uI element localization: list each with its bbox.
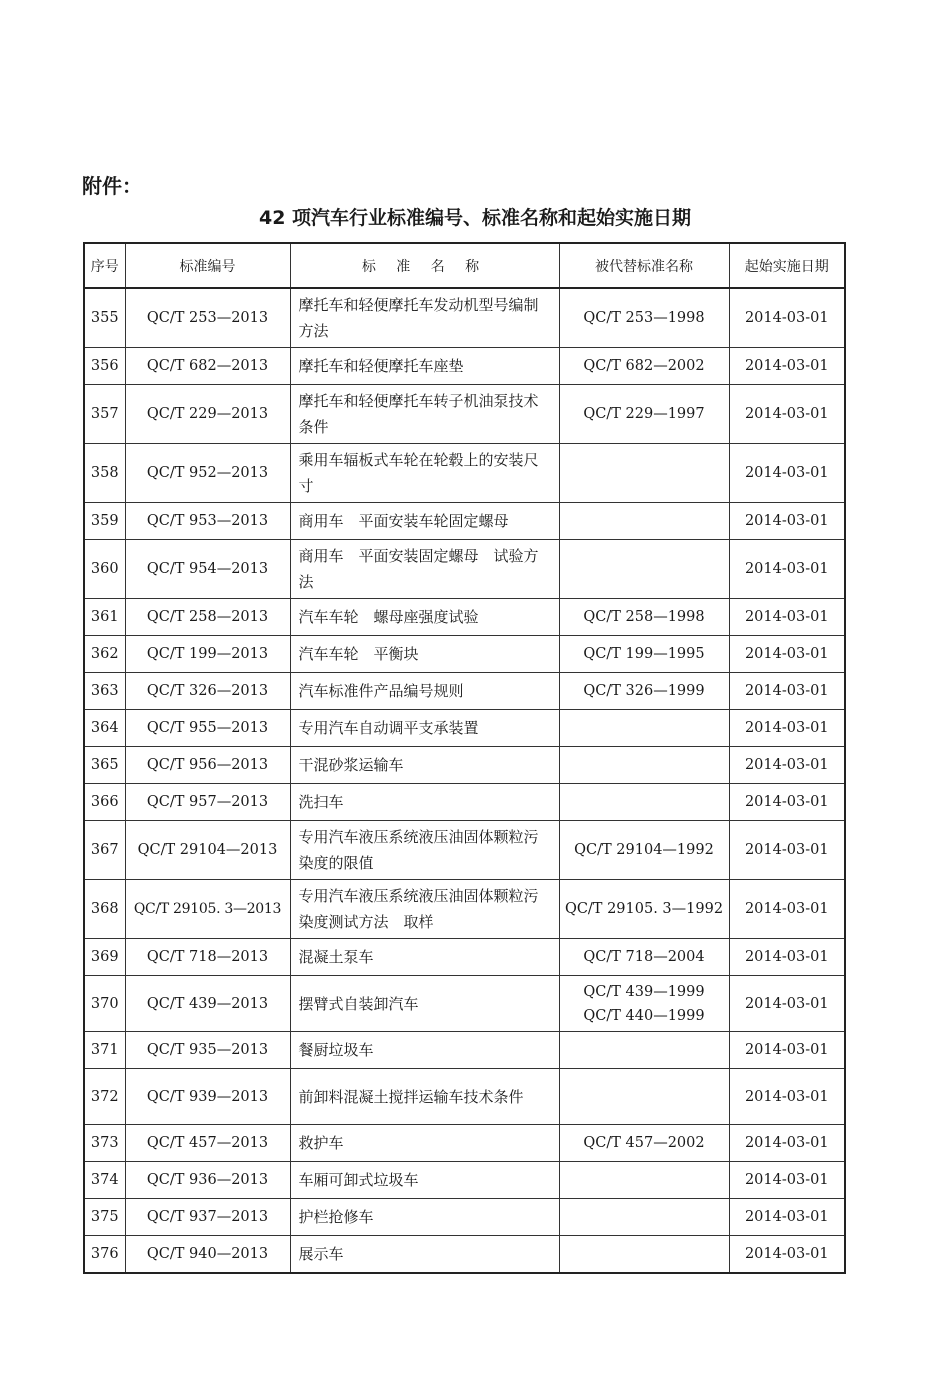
cell-code: QC/T 682—2013: [125, 348, 290, 385]
cell-replaced: [559, 1236, 729, 1273]
cell-code: QC/T 956—2013: [125, 747, 290, 784]
table-row: [84, 599, 845, 636]
cell-date: 2014-03-01: [729, 939, 845, 976]
table-row: [84, 288, 845, 348]
table-row: [84, 385, 845, 444]
cell-replaced: [559, 1125, 729, 1162]
cell-seq: 364: [84, 710, 125, 747]
cell-name: 汽车车轮 螺母座强度试验: [290, 599, 559, 636]
table-row: [84, 939, 845, 976]
replaced-standard: QC/T 439—1999: [583, 983, 705, 1000]
cell-code: QC/T 952—2013: [125, 444, 290, 503]
cell-replaced: [559, 1032, 729, 1069]
table-row: [84, 1199, 845, 1236]
cell-name: 干混砂浆运输车: [290, 747, 559, 784]
cell-seq: 376: [84, 1236, 125, 1273]
cell-date: 2014-03-01: [729, 880, 845, 939]
cell-replaced: [559, 444, 729, 503]
cell-date: 2014-03-01: [729, 288, 845, 348]
cell-replaced: [559, 636, 729, 673]
header-name: 标 准 名 称: [290, 243, 559, 288]
cell-seq: 357: [84, 385, 125, 444]
replaced-standard: QC/T 326—1999: [583, 683, 705, 699]
cell-date: 2014-03-01: [729, 348, 845, 385]
cell-code: QC/T 939—2013: [125, 1069, 290, 1125]
cell-code: QC/T 29105. 3—2013: [125, 880, 290, 939]
cell-date: 2014-03-01: [729, 673, 845, 710]
cell-seq: 372: [84, 1069, 125, 1125]
replaced-standard: QC/T 229—1997: [583, 406, 705, 422]
cell-code: QC/T 718—2013: [125, 939, 290, 976]
cell-code: QC/T 439—2013: [125, 976, 290, 1032]
header-replaced: 被代替标准名称: [559, 243, 729, 288]
cell-seq: 369: [84, 939, 125, 976]
replaced-standard: QC/T 199—1995: [583, 646, 705, 662]
cell-code: QC/T 954—2013: [125, 540, 290, 599]
replaced-standard: QC/T 29104—1992: [574, 842, 714, 858]
cell-replaced: [559, 385, 729, 444]
cell-date: 2014-03-01: [729, 710, 845, 747]
cell-seq: 365: [84, 747, 125, 784]
cell-code: QC/T 937—2013: [125, 1199, 290, 1236]
cell-date: 2014-03-01: [729, 540, 845, 599]
cell-seq: 375: [84, 1199, 125, 1236]
replaced-standard: QC/T 440—1999: [583, 1007, 705, 1024]
replaced-standard: QC/T 718—2004: [583, 949, 705, 965]
cell-replaced: [559, 1199, 729, 1236]
cell-name: 商用车 平面安装固定螺母 试验方法: [290, 540, 559, 599]
table-row: [84, 976, 845, 1032]
cell-code: QC/T 199—2013: [125, 636, 290, 673]
replaced-standard: QC/T 253—1998: [583, 310, 705, 326]
cell-seq: 356: [84, 348, 125, 385]
cell-code: QC/T 953—2013: [125, 503, 290, 540]
table-row: [84, 636, 845, 673]
cell-replaced: [559, 1069, 729, 1125]
cell-name: 洗扫车: [290, 784, 559, 821]
cell-replaced: [559, 821, 729, 880]
cell-name: 汽车车轮 平衡块: [290, 636, 559, 673]
cell-seq: 371: [84, 1032, 125, 1069]
cell-name: 汽车标准件产品编号规则: [290, 673, 559, 710]
cell-date: 2014-03-01: [729, 747, 845, 784]
cell-code: QC/T 957—2013: [125, 784, 290, 821]
replaced-standard: QC/T 457—2002: [583, 1135, 705, 1151]
cell-replaced: [559, 599, 729, 636]
cell-replaced: [559, 710, 729, 747]
cell-code: QC/T 258—2013: [125, 599, 290, 636]
cell-name: 专用汽车液压系统液压油固体颗粒污染度的限值: [290, 821, 559, 880]
cell-replaced: [559, 673, 729, 710]
table-row: [84, 503, 845, 540]
cell-seq: 363: [84, 673, 125, 710]
header-code: 标准编号: [125, 243, 290, 288]
cell-name: 乘用车辐板式车轮在轮毂上的安装尺寸: [290, 444, 559, 503]
cell-date: 2014-03-01: [729, 1162, 845, 1199]
table-row: [84, 821, 845, 880]
attachment-label: 附件：: [82, 174, 142, 198]
table-row: [84, 444, 845, 503]
cell-date: 2014-03-01: [729, 1125, 845, 1162]
cell-seq: 359: [84, 503, 125, 540]
table-row: [84, 1069, 845, 1125]
cell-name: 摆臂式自装卸汽车: [290, 976, 559, 1032]
cell-date: 2014-03-01: [729, 976, 845, 1032]
cell-replaced: [559, 540, 729, 599]
header-seq: 序号: [84, 243, 125, 288]
cell-name: 展示车: [290, 1236, 559, 1273]
table-row: [84, 1162, 845, 1199]
cell-replaced: [559, 348, 729, 385]
table-row: [84, 710, 845, 747]
table-row: [84, 747, 845, 784]
cell-date: 2014-03-01: [729, 599, 845, 636]
cell-seq: 355: [84, 288, 125, 348]
cell-date: 2014-03-01: [729, 444, 845, 503]
cell-date: 2014-03-01: [729, 821, 845, 880]
cell-seq: 366: [84, 784, 125, 821]
cell-code: QC/T 940—2013: [125, 1236, 290, 1273]
cell-date: 2014-03-01: [729, 784, 845, 821]
cell-date: 2014-03-01: [729, 503, 845, 540]
cell-date: 2014-03-01: [729, 385, 845, 444]
table-row: [84, 540, 845, 599]
cell-name: 专用汽车液压系统液压油固体颗粒污染度测试方法 取样: [290, 880, 559, 939]
cell-name: 混凝土泵车: [290, 939, 559, 976]
cell-date: 2014-03-01: [729, 1069, 845, 1125]
cell-seq: 374: [84, 1162, 125, 1199]
standards-table: [83, 242, 846, 1274]
cell-date: 2014-03-01: [729, 1199, 845, 1236]
cell-date: 2014-03-01: [729, 636, 845, 673]
cell-replaced: [559, 503, 729, 540]
cell-name: 摩托车和轻便摩托车发动机型号编制方法: [290, 288, 559, 348]
table-row: [84, 1125, 845, 1162]
cell-seq: 373: [84, 1125, 125, 1162]
cell-seq: 360: [84, 540, 125, 599]
table-header-row: [84, 243, 845, 288]
cell-seq: 367: [84, 821, 125, 880]
table-row: [84, 1032, 845, 1069]
replaced-standard: QC/T 29105. 3—1992: [564, 901, 724, 917]
cell-replaced: [559, 747, 729, 784]
cell-code: QC/T 29104—2013: [125, 821, 290, 880]
cell-code: QC/T 457—2013: [125, 1125, 290, 1162]
cell-seq: 368: [84, 880, 125, 939]
header-date: 起始实施日期: [729, 243, 845, 288]
cell-replaced: [559, 1162, 729, 1199]
cell-name: 护栏抢修车: [290, 1199, 559, 1236]
cell-code: QC/T 936—2013: [125, 1162, 290, 1199]
replaced-standard: QC/T 682—2002: [583, 358, 705, 374]
cell-name: 餐厨垃圾车: [290, 1032, 559, 1069]
cell-name: 摩托车和轻便摩托车座垫: [290, 348, 559, 385]
cell-seq: 370: [84, 976, 125, 1032]
table-row: [84, 348, 845, 385]
cell-seq: 362: [84, 636, 125, 673]
cell-replaced: [559, 939, 729, 976]
cell-date: 2014-03-01: [729, 1032, 845, 1069]
cell-replaced: [559, 976, 729, 1032]
cell-replaced: [559, 880, 729, 939]
cell-code: QC/T 935—2013: [125, 1032, 290, 1069]
cell-code: QC/T 955—2013: [125, 710, 290, 747]
cell-date: 2014-03-01: [729, 1236, 845, 1273]
cell-code: QC/T 326—2013: [125, 673, 290, 710]
cell-replaced: [559, 288, 729, 348]
cell-code: QC/T 229—2013: [125, 385, 290, 444]
cell-code: QC/T 253—2013: [125, 288, 290, 348]
cell-name: 车厢可卸式垃圾车: [290, 1162, 559, 1199]
cell-name: 救护车: [290, 1125, 559, 1162]
cell-seq: 358: [84, 444, 125, 503]
cell-name: 前卸料混凝土搅拌运输车技术条件: [290, 1069, 559, 1125]
replaced-standard: QC/T 258—1998: [583, 609, 705, 625]
table-row: [84, 673, 845, 710]
document-title: 42 项汽车行业标准编号、标准名称和起始实施日期: [258, 207, 692, 229]
table-row: [84, 1236, 845, 1273]
cell-name: 专用汽车自动调平支承装置: [290, 710, 559, 747]
cell-replaced: [559, 784, 729, 821]
table-row: [84, 880, 845, 939]
table-row: [84, 784, 845, 821]
cell-name: 摩托车和轻便摩托车转子机油泵技术条件: [290, 385, 559, 444]
cell-seq: 361: [84, 599, 125, 636]
cell-name: 商用车 平面安装车轮固定螺母: [290, 503, 559, 540]
